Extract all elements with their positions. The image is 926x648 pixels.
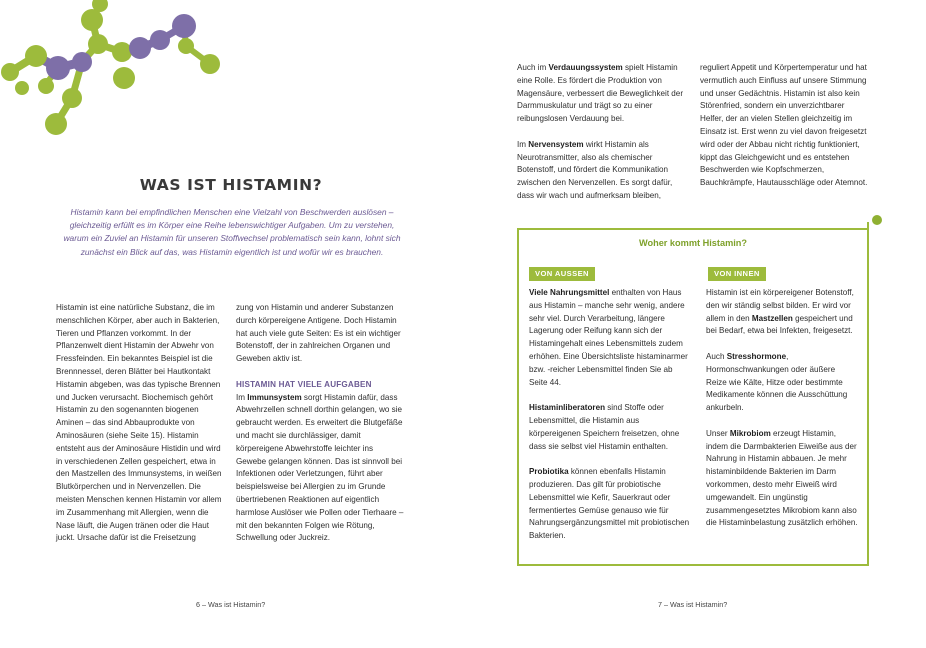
page-title: WAS IST HISTAMIN?	[139, 176, 323, 194]
box-left-paragraph-3: Probiotika können ebenfalls Histamin produzieren. Das gilt für probiotische Lebensmittel wie Kefir, Sauerkraut oder fermentiertes Gemüse genauso wie für Nahrungsergänzungsmittel mit probiotischen Bakterien.	[529, 467, 690, 541]
box-right-paragraph-3: Unser Mikrobiom erzeugt Histamin, indem die Darmbakterien Eiweiße aus der Nahrung in Histamin abbauen. Je mehr histaminbildende Bakterien im Darm vorkommen, desto mehr Eiweiß wird umgewandelt. Ein ungünstig zusammengesetztes Mikrobiom kann also die Histaminbelastung zusätzlich erhöhen.	[706, 428, 858, 528]
box-left-column	[529, 287, 693, 543]
box-left-paragraph-2: Histaminliberatoren sind Stoffe oder Lebensmittel, die Histamin aus körpereigenen Speichern freisetzen, ohne dass sie selbst viel Histamin enthalten.	[529, 403, 680, 451]
left-col2-paragraph: Im Immunsystem sorgt Histamin dafür, dass Abwehrzellen schnell dorthin gelangen, wo sie gebraucht werden. Es erweitert die Blutgefäße und macht sie durchlässiger, damit körpereigene Abwehrstoffe leichter ins Gewebe gelangen können. Das ist sinnvoll bei Infektionen oder Verletzungen, führt aber beispielsweise bei Allergien zu im Grunde übertriebenen Reaktionen auf eigentlich harmlose Auslöser wie Pollen oder Tierhaare – mit den bekannten Folgen wie Rötung, Schwellung oder Juckreiz.	[236, 392, 404, 543]
left-column-1	[56, 302, 224, 545]
right-col2-paragraph: reguliert Appetit und Körpertemperatur und hat vermutlich auch Einfluss auf unsere Stimmung und unser Gedächtnis. Histamin ist also kein Störenfried, sondern ein unverzichtbarer Helfer, der an vielen Stellen gleichzeitig im Einsatz ist. Erst wenn zu viel davon freigesetzt wird oder der Abbau nicht richtig funktioniert, kippt das Gleichgewicht und es entstehen Beschwerden wie Kopfschmerzen, Bauchkrämpfe, Hautausschläge oder Atemnot.	[700, 63, 868, 188]
right-col1-paragraph-2: Im Nervensystem wirkt Histamin als Neurotransmitter, also als chemischer Botenstoff, und fördert die Kommunikation zwischen den Nervenzellen. Es sorgt dafür, dass wir wach und aufmerksam bleiben,	[517, 139, 673, 200]
left-column-2	[236, 302, 404, 545]
right-folio: 7 – Was ist Histamin?	[658, 600, 728, 609]
tag-von-aussen: VON AUSSEN	[529, 267, 595, 281]
intro-lead: Histamin kann bei empfindlichen Menschen eine Vielzahl von Beschwerden auslösen – gleichzeitig erfüllt es im Körper eine Reihe lebenswichtiger Aufgaben. Um zu verstehen, warum ein Zuviel an Histamin für unseren Stoffwechsel problematisch sein kann, lohnt sich zunächst ein Blick auf das, was Histamin eigentlich ist und wofür wir es brauchen.	[63, 207, 401, 257]
tag-von-innen: VON INNEN	[708, 267, 766, 281]
box-right-column	[706, 287, 858, 530]
section-subhead: HISTAMIN HAT VIELE AUFGABEN	[236, 379, 372, 389]
right-column-2	[700, 62, 868, 190]
left-col1-text: Histamin ist eine natürliche Substanz, die im menschlichen Körper, aber auch in Bakterien, Tieren und Pflanzen vorkommt. In der Pflanzenwelt dient Histamin der Abwehr von Fressfeinden. Ein bekanntes Beispiel ist die Brennnessel, deren Blätter bei Hautkontakt Histamin abgeben, was das typische Brennen und Jucken verursacht. Biochemisch gehört Histamin zu den sogenannten biogenen Aminen – das sind Abbauprodukte von Aminosäuren (siehe Seite 15). Histamin entsteht aus der Aminosäure Histidin und wird in verschiedenen Zellen gespeichert, etwa in den Mastzellen des Immunsystems, in weißen Blutkörperchen und in Nervenzellen. Die meisten Menschen kennen Histamin vor allem im Zusammenhang mit Allergien, wenn die Nase läuft, die Augen tränen oder die Haut juckt. Ursache dafür ist die Freisetzung	[56, 303, 222, 543]
box-right-paragraph-2: Auch Stresshormone, Hormonschwankungen oder äußere Reize wie Kälte, Hitze oder bestimmte Medikamente können die Ausschüttung ankurbeln.	[706, 351, 848, 413]
left-folio: 6 – Was ist Histamin?	[196, 600, 266, 609]
right-col1-paragraph-1: Auch im Verdauungssystem spielt Histamin eine Rolle. Es fördert die Produktion von Magensäure, verbessert die Beweglichkeit der Darmmuskulatur und trägt so zu einer reibungslosen Verdauung bei.	[517, 63, 684, 124]
box-right-paragraph-1: Histamin ist ein körpereigener Botenstoff, den wir ständig selbst bilden. Er wird vor allem in den Mastzellen gespeichert und bei Bedarf, etwa bei Infekten, freigesetzt.	[706, 288, 854, 336]
left-col2-intro: zung von Histamin und anderer Substanzen durch körpereigene Antigene. Doch Histamin hat auch viele gute Seiten: Es ist ein wichtiger Botenstoff, der in zahlreichen Organen und Geweben aktiv ist.	[236, 303, 401, 364]
right-column-1	[517, 62, 685, 203]
molecule-decoration-icon	[0, 0, 230, 150]
info-box-title: Woher kommt Histamin?	[638, 238, 748, 248]
box-dot-icon	[872, 215, 882, 225]
box-connector-line	[867, 222, 869, 230]
box-left-paragraph-1: Viele Nahrungsmittel enthalten von Haus aus Histamin – manche sehr wenig, andere sehr viel. Durch Verarbeitung, längere Lagerung oder Reifung kann sich der Histamingehalt eines Lebensmittels zudem erhöhen. Eine Übersichtsliste histaminarmer bzw. -reicher Lebensmittel finden Sie ab Seite 44.	[529, 288, 688, 387]
